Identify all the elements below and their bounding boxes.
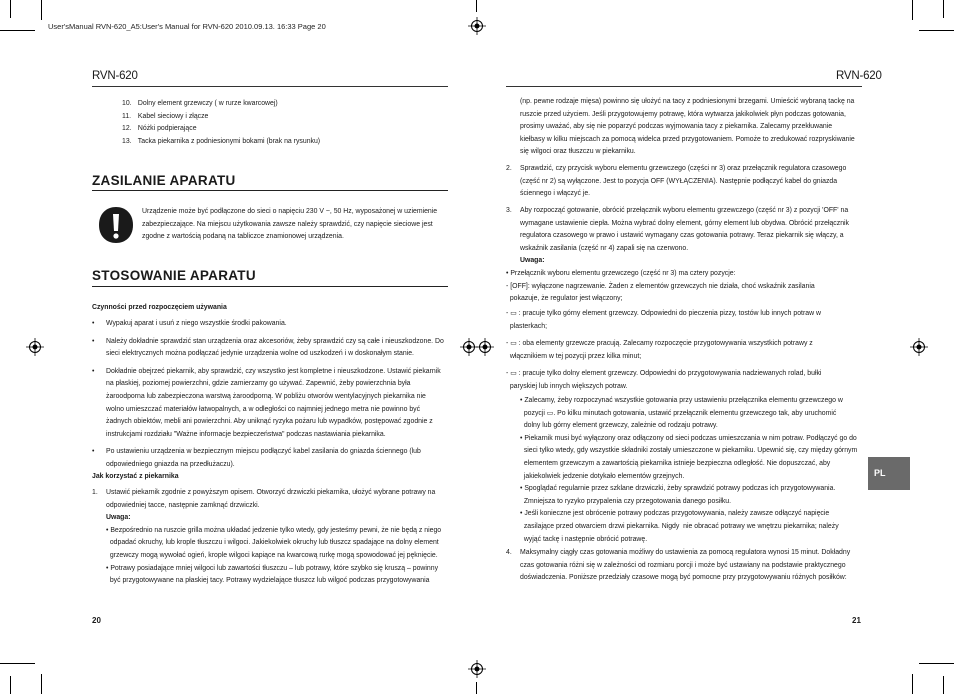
subheading-before-use: Czynności przed rozpoczęciem używania	[92, 304, 227, 311]
warning-line: zgodne z wartością podaną na tabliczce znamionowej urządzenia.	[142, 233, 344, 241]
tips-list	[520, 395, 857, 546]
tip-line: dolny lub górny element grzewczy, zależnie od rodzaju potrawy.	[520, 422, 718, 430]
crop-mark	[912, 674, 913, 694]
bullet-line: wolno umieszczać materiałów łatwopalnych, a w odległości co najmniej jednego metra nie powinno być	[106, 405, 421, 413]
bullet-mark: •	[92, 448, 95, 456]
item-number: 10.	[122, 100, 132, 107]
step-2	[506, 163, 846, 201]
language-tab: PL	[868, 457, 910, 490]
registration-mark-icon	[468, 660, 486, 678]
position-top-line: - ▭ : pracuje tylko górny element grzewczy. Odpowiedni do pieczenia pizzy, tostów lub innych potraw w	[506, 310, 821, 317]
step-3	[506, 205, 849, 306]
model-name-left: RVN-620	[92, 70, 138, 82]
parts-list-item	[92, 123, 320, 136]
note-line: • Bezpośrednio na ruszcie grilla można układać jedzenie tylko wtedy, gdy jesteśmy pewni, że nie będą z niego	[106, 526, 442, 534]
registration-mark-icon	[468, 17, 486, 35]
note-line: odpadać okruchy, lub krople tłuszczu i wilgoci. Jakiekolwiek okruchy lub tłuszcz spadające na dolny element	[106, 539, 439, 547]
bullet-line: sieci elektrycznych można podłączać jedynie urządzenia wolne od uszkodzeń i w doskonałym stanie.	[106, 350, 414, 358]
step-line: (część nr 2) są wyłączone. Jest to pozycja OFF (WYŁĄCZENIA). Następnie podłączyć kabel do gniazda	[520, 177, 838, 185]
bullet-item	[92, 366, 444, 442]
item-text: Kabel sieciowy i złącze	[137, 112, 209, 120]
item-text: Dolny element grzewczy ( w rurze kwarcowej)	[137, 100, 278, 107]
bullet-mark: •	[92, 337, 95, 345]
step-1	[92, 487, 441, 588]
item-text: Nóżki podpierające	[137, 125, 197, 133]
parts-list-item	[92, 98, 320, 111]
step-line: odpowiedniej tacce, następnie zamknąć drzwiczki.	[106, 501, 260, 509]
crop-mark	[943, 0, 944, 18]
switch-positions	[506, 306, 821, 394]
position-top-line: plasterkach;	[506, 322, 547, 330]
bullet-line: Dokładnie obejrzeć piekarnik, aby sprawdzić, czy wszystko jest kompletne i nieuszkodzone. Ustawić piekarnik	[106, 367, 441, 375]
header-rule-right	[506, 86, 862, 87]
step-number: 1.	[92, 489, 98, 496]
parts-list	[92, 98, 320, 148]
step-line: regulatora czasowego w prawo i ustawić wymagany czas gotowania potrawy. Teraz piekarnik się włączy, a	[520, 232, 844, 240]
page-number-right: 21	[852, 616, 861, 625]
header-rule-left	[92, 86, 448, 87]
page-number-left: 20	[92, 616, 101, 625]
subheading-how-to-use: Jak korzystać z piekarnika	[92, 473, 179, 480]
bullet-mark: •	[92, 367, 95, 375]
step-number: 4.	[506, 549, 512, 556]
bullet-line: żadnych obiektów, mebli ani powierzchni. Aby uniknąć ryzyka pożaru lub wypadków, postępować zgodnie z	[106, 418, 433, 426]
warning-line: zabezpieczające. Na miejscu użytkowania zawsze należy sprawdzić, czy napięcie sieciowe jest	[142, 220, 433, 228]
position-bottom-line: paryskiej lub innych większych potraw.	[506, 382, 628, 390]
note-line: być przygotowywane na płaskiej tacy. Potrawy wydzielające tłuszcz lub wilgoć podczas przygotowywania	[106, 577, 430, 585]
registration-mark-icon	[910, 338, 928, 356]
bullet-item	[92, 336, 444, 361]
position-both-line: - ▭ : oba elementy grzewcze pracują. Zalecamy rozpoczęcie przygotowywania wszystkich potrawy z	[506, 340, 813, 348]
bullet-item	[92, 318, 444, 331]
item-text: Tacka piekarnika z podniesionymi bokami (brak na rysunku)	[137, 137, 321, 145]
continued-text	[520, 96, 855, 159]
note-line: • Przełącznik wyboru elementu grzewczego (część nr 3) ma cztery pozycje:	[506, 269, 736, 277]
step-line: Maksymalny ciągły czas gotowania możliwy do ustawienia za pomocą regulatora wynosi 15 minut. Dokładny	[520, 549, 851, 556]
before-use-list	[92, 318, 444, 472]
crop-mark	[919, 30, 954, 31]
section-rule	[92, 286, 448, 287]
crop-mark	[912, 0, 913, 20]
text-line: (np. pewne rodzaje mięsa) powinno się ułożyć na tacy z podniesionymi brzegami. Umieścić wybraną tackę na	[520, 98, 855, 105]
position-bottom-line: - ▭ : pracuje tylko dolny element grzewczy. Odpowiedni do przygotowywania nadziewanych rolad, bułki	[506, 370, 822, 378]
section-rule	[92, 190, 448, 191]
bullet-line: Po ustawieniu urządzenia w bezpiecznym miejscu podłączyć kabel zasilania do gniazda ściennego (lub	[106, 448, 421, 456]
crop-mark	[476, 0, 477, 12]
warning-text	[142, 206, 437, 244]
crop-mark	[10, 676, 11, 694]
tip-line: jakiekolwiek jedzenie dotykało elementów grzejnych.	[520, 472, 685, 480]
print-header: User'sManual RVN-620_A5:User's Manual for RVN-620 2010.09.13. 16:33 Page 20	[48, 22, 326, 31]
registration-mark-icon	[26, 338, 44, 356]
crop-mark	[943, 676, 944, 694]
note-line: grzewczy mogą wywołać ogień, krople wilgoci kapiące na kwarcową rurkę mogą spowodować jej pęknięcie.	[106, 551, 438, 559]
position-both-line: włącznikiem w tej pozycji przez kilka minut;	[506, 352, 642, 360]
crop-mark	[0, 663, 35, 664]
step-line: Sprawdzić, czy przycisk wyboru elementu grzewczego (części nr 3) oraz przełącznik regulatora czasowego	[520, 165, 847, 172]
section-title-usage: STOSOWANIE APARATU	[92, 268, 256, 283]
parts-list-item	[92, 136, 320, 149]
tip-line: elementem grzewczym a zawartością piekarnika istnieje bezpieczna odległość. Nie dopuszczać, aby	[520, 459, 831, 467]
registration-mark-icon	[476, 338, 494, 356]
text-line: prosimy uważać, aby się nie poparzyć podczas wyjmowania tacy z piekarnika. Zalecamy przekłuwanie	[520, 123, 833, 131]
note-line: pokazuje, że regulator jest włączony;	[506, 295, 623, 303]
crop-mark	[41, 674, 42, 694]
tip-line: zasilające przed otwarciem drzwi piekarnika. Nigdy nie obracać potrawy we wnętrzu piekarnika; należy	[520, 522, 839, 530]
tip-line: • Spoglądać regularnie przez szklane drzwiczki, żeby sprawdzić potrawy podczas ich przygotowywania.	[520, 485, 836, 493]
bullet-line: Wypakuj aparat i usuń z niego wszystkie środki pakowania.	[106, 320, 287, 327]
item-number: 11.	[122, 112, 132, 120]
crop-mark	[0, 30, 35, 31]
item-number: 13.	[122, 137, 132, 145]
warning-line: Urządzenie może być podłączone do sieci o napięciu 230 V ~, 50 Hz, wyposażonej w uziemienie	[142, 208, 438, 215]
step-number: 3.	[506, 207, 512, 214]
tip-line: Zmniejsza to ryzyko przypalenia czy przegotowania danego posiłku.	[520, 497, 732, 505]
step-line: wskaźnik zasilania (część nr 4) zapali się na czerwono.	[520, 244, 689, 252]
bullet-line: na płaskiej, poziomej powierzchni, gdzie zamierzamy go używać. Zapewnić, żeby powierzchnia była	[106, 380, 411, 388]
note-label: Uwaga:	[106, 514, 131, 522]
step-line: wymagane ustawienie ciepła. Można wybrać dolny element, górny element lub obydwa. Obrócić przełącznik	[520, 219, 850, 227]
tip-line: wyjąć tackę i następnie obrócić potrawę.	[520, 535, 648, 543]
item-number: 12.	[122, 125, 132, 133]
bullet-mark: •	[92, 320, 95, 327]
crop-mark	[476, 682, 477, 694]
step-line: Aby rozpocząć gotowanie, obrócić przełącznik wyboru elementu grzewczego (część nr 3) z pozycji 'OFF' na	[520, 207, 849, 214]
tip-line: • Jeśli konieczne jest obrócenie potrawy podczas przygotowywania, należy zawsze odłączyć napięcie	[520, 510, 830, 518]
crop-mark	[41, 0, 42, 20]
crop-mark	[919, 663, 954, 664]
bullet-line: instrukcjami rozdziału "Ważne informacje bezpieczeństwa" podczas nastawiania piekarnika.	[106, 430, 386, 438]
bullet-line: odpowiedniego gniazda na przedłużaczu).	[106, 460, 235, 468]
bullet-line: Należy dokładnie sprawdzić stan urządzenia oraz akcesoriów, żeby sprawdzić czy są całe i nieuszkodzone. Do	[106, 337, 444, 345]
tip-line: sieci tylko wtedy, gdy wszystkie składniki zostały umieszczone w piekarniku. Upewnić się, czy między górnym	[520, 447, 858, 455]
parts-list-item	[92, 111, 320, 124]
tip-line: pozycji ▭. Po kilku minutach gotowania, ustawić przełącznik elementu grzewczego tak, aby uruchomić	[520, 409, 837, 417]
bullet-item	[92, 446, 444, 471]
crop-mark	[10, 0, 11, 18]
step-line: ściennego i włączyć je.	[520, 190, 591, 198]
bullet-line: żaroodporna lub zabezpieczona warstwą żaroodporną. W pobliżu otworów wentylacyjnych piekarnika nie	[106, 392, 426, 400]
text-line: się wilgoci oraz tłuszczu w piekarniku.	[520, 148, 636, 156]
step-4	[506, 547, 850, 585]
note-line: - [OFF]: wyłączone nagrzewanie. Żaden z elementów grzewczych nie działa, choć wskaźnik zasilania	[506, 282, 815, 290]
step-line: doświadczenia. Poniższe przedziały czasowe mogą być pomocne przy przygotowywaniu różnych posiłków:	[520, 574, 847, 582]
text-line: kiełbasy w kilku miejscach za pomocą widelca przed przygotowaniem. Pomoże to zredukować rozpryskiwanie	[520, 135, 855, 143]
note-label: Uwaga:	[520, 257, 545, 265]
exclamation-warning-icon	[98, 206, 134, 244]
step-number: 2.	[506, 165, 512, 172]
step-line: Ustawić piekarnik zgodnie z powyższym opisem. Otworzyć drzwiczki piekarnika, ułożyć wybrane potrawy na	[106, 489, 436, 496]
model-name-right: RVN-620	[836, 70, 882, 82]
note-line: • Potrawy posiadające mniej wilgoci lub zawartości tłuszczu – lub potrawy, które szybko się kruszą – powinny	[106, 564, 439, 572]
text-line: ruszcie przed użyciem. Jeśli przygotowujemy potrawę, która wytwarza jakikolwiek płyn podczas gotowania,	[520, 110, 846, 118]
tip-line: • Zalecamy, żeby rozpoczynać wszystkie gotowania przy ustawieniu przełącznika elementu grzewczego w	[520, 397, 843, 404]
section-title-power: ZASILANIE APARATU	[92, 173, 236, 188]
tip-line: • Piekarnik musi być wyłączony oraz odłączony od sieci podczas umieszczania w nim potraw. Podłączyć go do	[520, 434, 857, 442]
step-line: czas gotowania różni się w zależności od rozmiaru porcji i może być ustawiany na podstawie praktycznego	[520, 561, 846, 569]
